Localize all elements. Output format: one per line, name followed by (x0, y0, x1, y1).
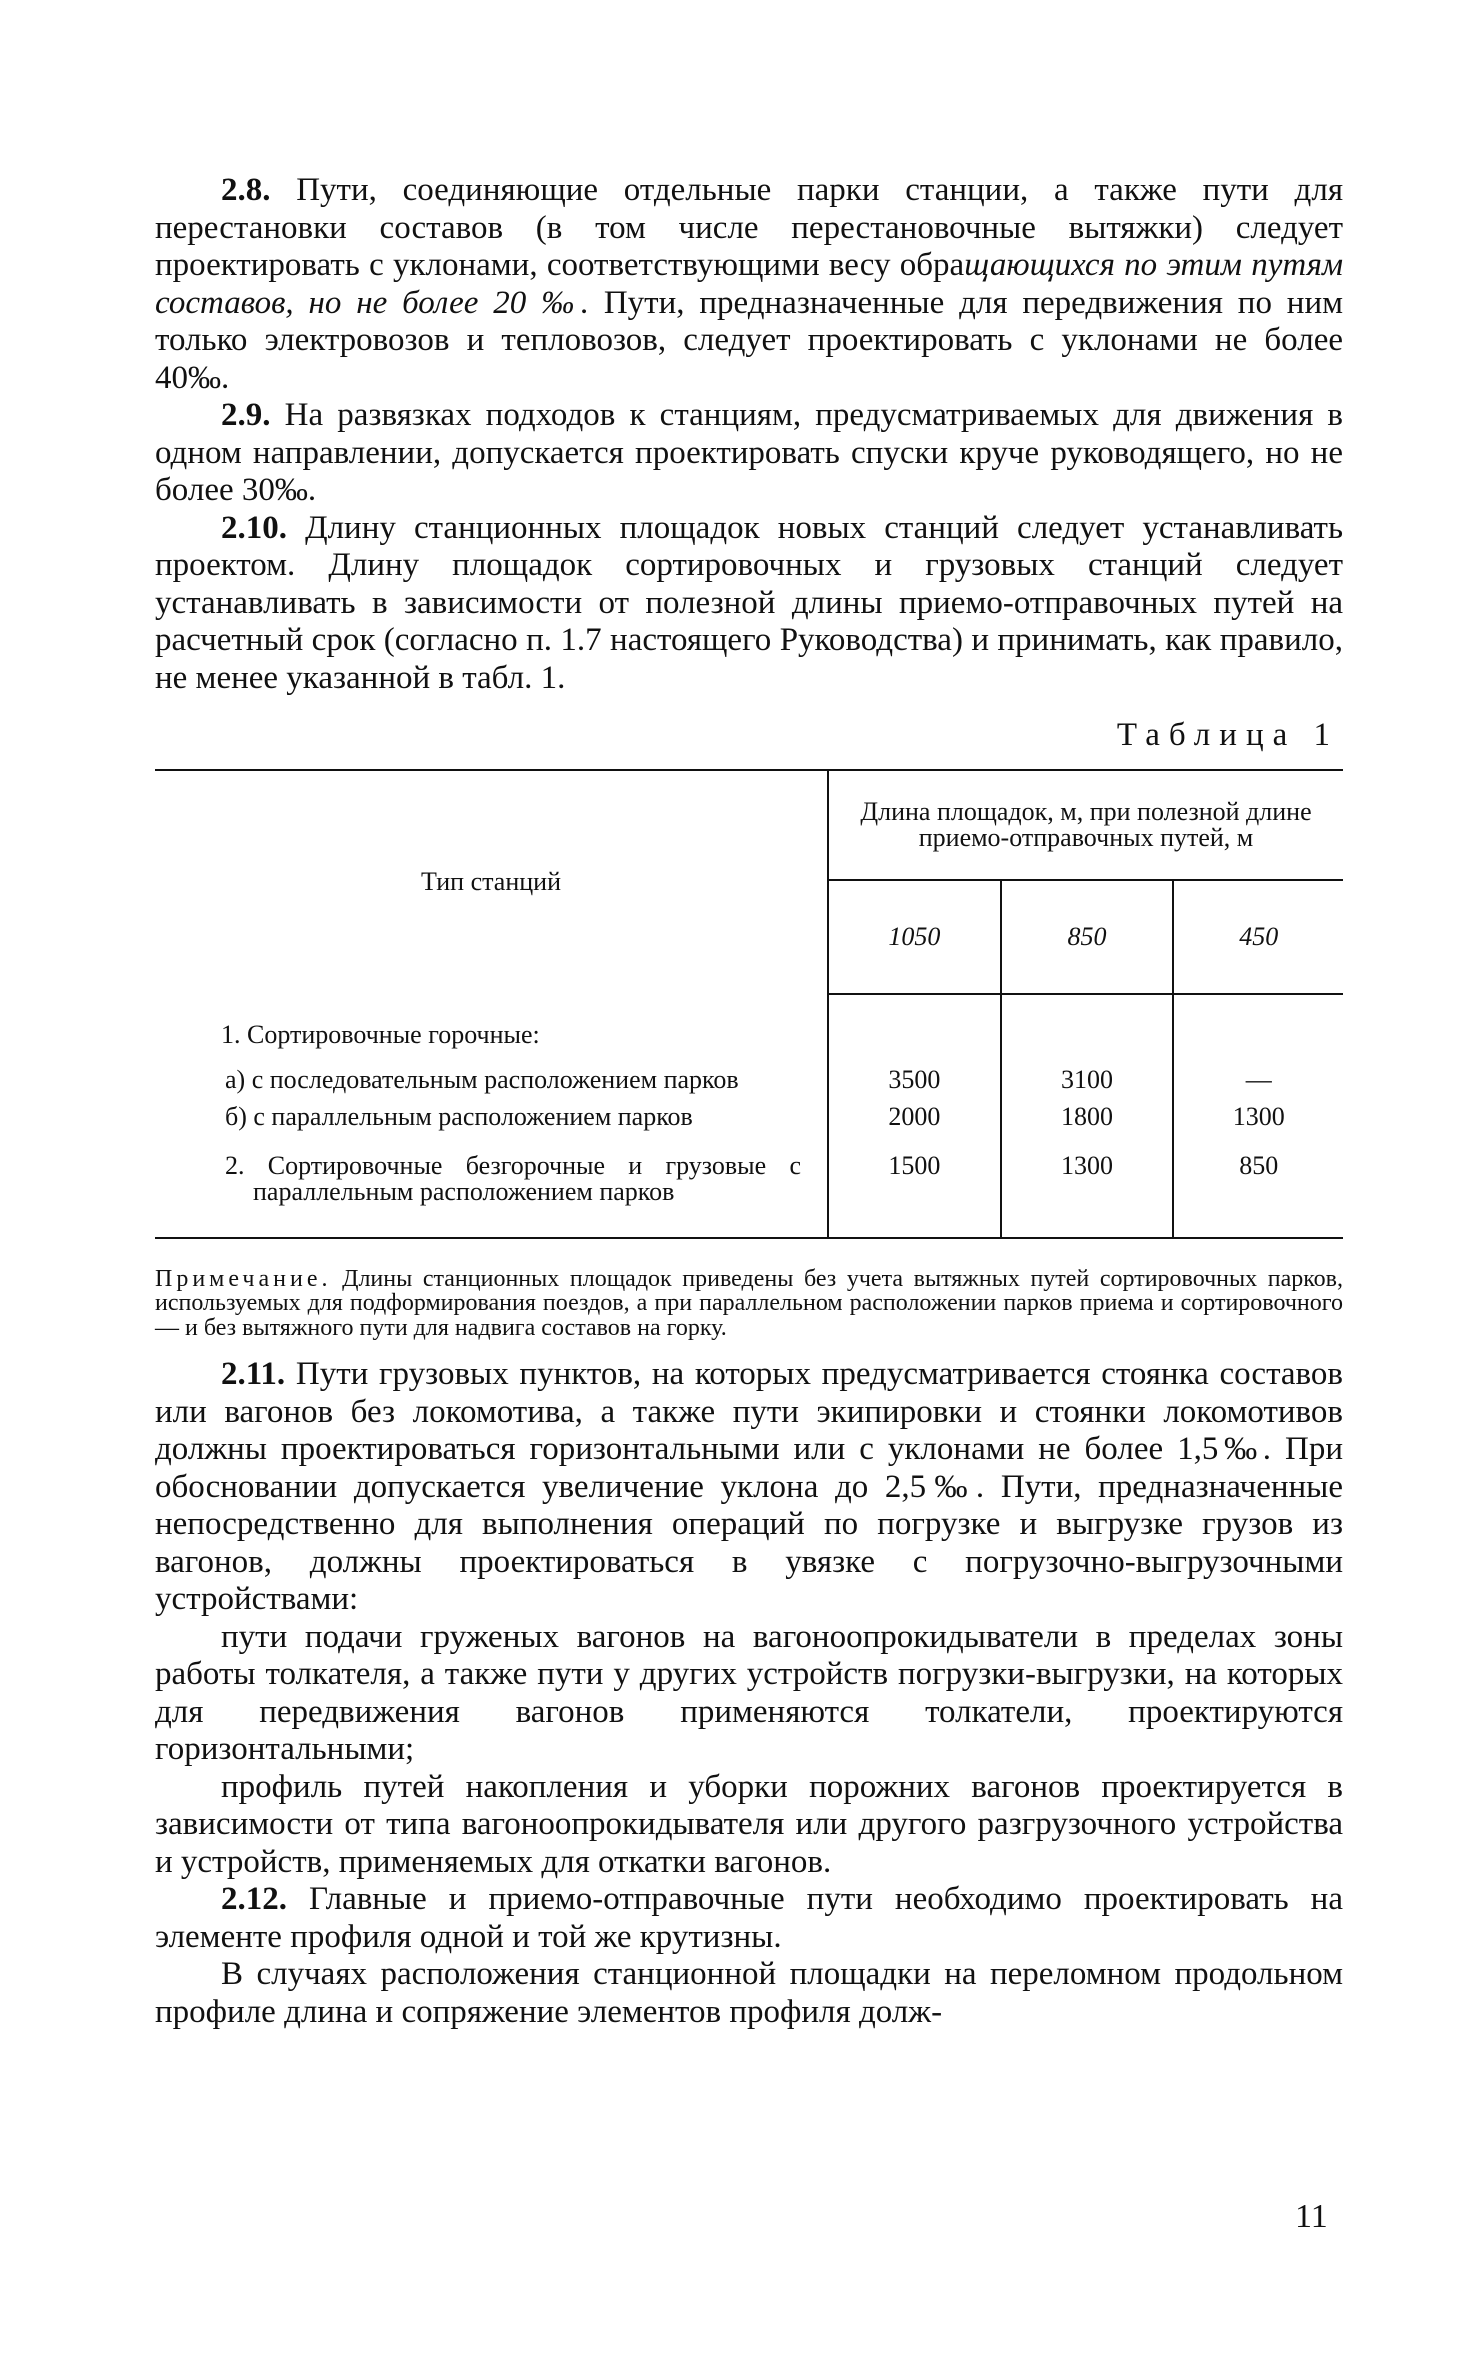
row-label: 2. Сортировочные безгорочные и грузовые с параллельным расположением парков (225, 1150, 801, 1206)
clause-number: 2.9. (221, 397, 271, 433)
table-note (155, 1267, 1343, 1341)
table-cell: 850 (1173, 1152, 1343, 1238)
clause-number: 2.10. (221, 509, 287, 546)
table-cell: 1500 (828, 1152, 1001, 1238)
table-caption: Таблица 1 (1116, 717, 1339, 753)
table-1 (155, 769, 1343, 1239)
paragraph-2-10 (155, 510, 1343, 698)
row-label: а) с последовательным расположением парков (225, 1064, 739, 1094)
paragraph-2-9 (155, 397, 1343, 510)
table-cell: 1300 (1173, 1103, 1343, 1152)
table-row (155, 1066, 1343, 1103)
table-row (155, 1103, 1343, 1152)
page-body (155, 172, 1343, 2031)
clause-number: 2.12. (221, 1881, 287, 1917)
clause-text-continued: Пути, предназначенные для передвижения по ним только электровозов и тепловозов, следует проектировать с уклонами не более 40‰. (155, 284, 1343, 396)
row-group-label: 1. Сортировочные горочные: (221, 1019, 540, 1049)
table-row (155, 1152, 1343, 1238)
paragraph-2-12-continued: В случаях расположения станционной площадки на переломном продольном профиле длина и сопряжение элементов профиля долж- (155, 1956, 1343, 2030)
table-cell (1173, 994, 1343, 1066)
paragraph-2-11 (155, 1356, 1343, 1619)
table-cell: 1800 (1001, 1103, 1174, 1152)
clause-number: 2.8. (221, 172, 271, 208)
table-cell: 3500 (828, 1066, 1001, 1103)
clause-text: Главные и приемо-отправочные пути необходимо проектировать на элементе профиля одной и той же крутизны. (155, 1881, 1343, 1955)
table-cell (1001, 994, 1174, 1066)
table-header-station-type: Тип станций (421, 867, 561, 896)
paragraph-2-11-item-2: профиль путей накопления и уборки порожних вагонов проектируется в зависимости от типа вагоноопрокидывателя или другого разгрузочного устройства и устройств, применяемых для откатки вагонов. (155, 1768, 1343, 1880)
note-label: Примечание. (155, 1265, 332, 1292)
note-text: Длины станционных площадок приведены без учета вытяжных путей сортировочных парков, используемых для подформирования поездов, а при параллельном расположении парков приема и сортировочного — и без вытяжного пути для надвига составов на горку. (155, 1265, 1343, 1341)
clause-text-italic: щающихся по этим путям составов, но не более 20 ‰. (155, 247, 1344, 321)
table-cell: — (1173, 1066, 1343, 1103)
table-row (155, 994, 1343, 1066)
paragraph-2-11-item-1: пути подачи груженых вагонов на вагоноопрокидыватели в пределах зоны работы толкателя, а также пути у других устройств погрузки-выгрузки, на которых для передвижения вагонов применяются толкатели, проектируются горизонтальными; (155, 1618, 1343, 1767)
table-header-450: 450 (1173, 880, 1343, 994)
table-header-1050: 1050 (828, 880, 1001, 994)
page-number: 11 (1295, 2198, 1328, 2235)
table-header-platform-length: Длина площадок, м, при полезной длине приемо-отправочных путей, м (828, 770, 1343, 880)
clause-text: Пути, соединяющие отдельные парки станции, а также пути для перестановки составов (в том числе перестановочные вытяжки) следует проектировать с уклонами, соответствующими весу обра (155, 172, 1343, 283)
row-label: б) с параллельным расположением парков (225, 1101, 693, 1131)
paragraph-2-12 (155, 1881, 1343, 1956)
clause-text: Пути грузовых пунктов, на которых предусматривается стоянка составов или вагонов без локомотива, а также пути экипировки и стоянки локомотивов должны проектироваться горизонтальными или с уклонами не более 1,5‰. При обосновании допускается увеличение уклона до 2,5‰. Пути, предназначенные непосредственно для выполнения операций по погрузке и выгрузке грузов из вагонов, должны проектироваться в увязке с погрузочно-выгрузочными устройствами: (155, 1356, 1343, 1617)
paragraph-2-8 (155, 172, 1343, 397)
clause-number: 2.11. (221, 1356, 286, 1392)
clause-text: Длину станционных площадок новых станций следует устанавливать проектом. Длину площадок сортировочных и грузовых станций следует устанавливать в зависимости от полезной длины приемо-отправочных путей на расчетный срок (согласно п. 1.7 настоящего Руководства) и принимать, как правило, не менее указанной в табл. 1. (155, 509, 1343, 696)
table-cell: 2000 (828, 1103, 1001, 1152)
table-cell (828, 994, 1001, 1066)
table-cell: 1300 (1001, 1152, 1174, 1238)
clause-text: На развязках подходов к станциям, предусматриваемых для движения в одном направлении, допускается проектировать спуски круче руководящего, но не более 30‰. (155, 397, 1343, 508)
table-header-850: 850 (1001, 880, 1174, 994)
table-cell: 3100 (1001, 1066, 1174, 1103)
